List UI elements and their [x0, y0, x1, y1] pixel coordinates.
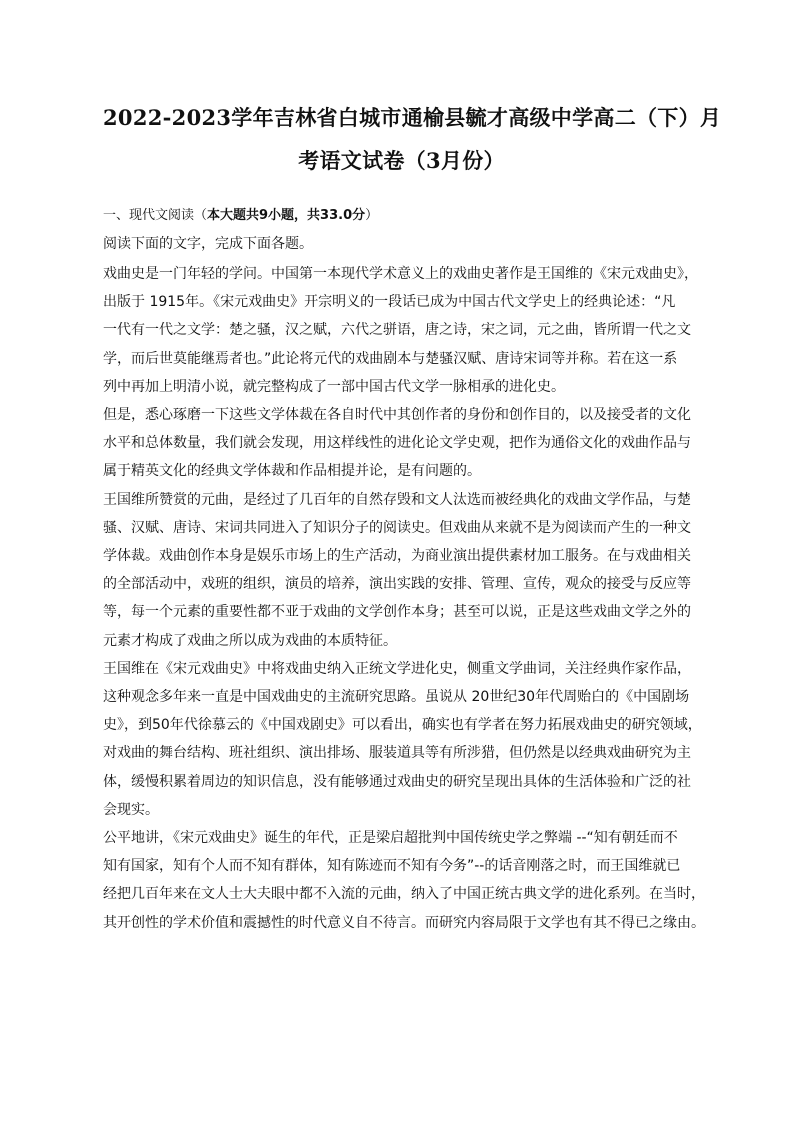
paragraph-line: 这种观念多年来一直是中国戏曲史的主流研究思路。虽说从 20世纪30年代周贻白的《中国剧场: [103, 689, 690, 706]
exam-title-line-2: 考语文试卷（3月份）: [298, 148, 505, 173]
paragraph-line: 出版于 1915年。《宋元戏曲史》开宗明义的一段话已成为中国古代文学史上的经典论述：“凡: [103, 294, 676, 311]
paragraph-line: 王国维在《宋元戏曲史》中将戏曲史纳入正统文学进化史，侧重文学曲词，关注经典作家作品，: [103, 660, 691, 677]
paragraph-line: 学，而后世莫能继焉者也。”此论将元代的戏曲剧本与楚骚汉赋、唐诗宋词等并称。若在这一系: [103, 350, 678, 367]
paragraph-line: 属于精英文化的经典文学体裁和作品相提并论，是有问题的。: [103, 463, 481, 480]
paragraph-line: 知有国家，知有个人而不知有群体，知有陈迹而不知有今务”--的话音刚落之时，而王国维就已: [103, 858, 681, 875]
section-heading: [103, 204, 700, 228]
passage-paragraph-4: [103, 655, 700, 824]
passage-paragraph-5: [103, 824, 705, 937]
paragraph-line: 骚、汉赋、唐诗、宋词共同进入了知识分子的阅读史。但戏曲从来就不是为阅读而产生的一种文: [103, 519, 691, 536]
paragraph-line: 其开创性的学术价值和震撼性的时代意义自不待言。而研究内容局限于文学也有其不得已之缘由。: [103, 914, 705, 931]
passage-paragraph-1: [103, 260, 700, 401]
paragraph-line: 体，缓慢积累着周边的知识信息，没有能够通过戏曲史的研究呈现出具体的生活体验和广泛的社: [103, 773, 691, 790]
paragraph-line: 会现实。: [103, 801, 159, 818]
paragraph-line: 学体裁。戏曲创作本身是娱乐市场上的生产活动，为商业演出提供素材加工服务。在与戏曲相关: [103, 548, 691, 565]
exam-title: [103, 96, 722, 182]
exam-title-line-1: 2022-2023学年吉林省白城市通榆县毓才高级中学高二（下）月: [103, 105, 722, 130]
paragraph-line: 史》，到50年代徐慕云的《中国戏剧史》可以看出，确实也有学者在努力拓展戏曲史的研究领域，: [103, 717, 702, 734]
paragraph-line: 但是，悉心琢磨一下这些文学体裁在各自时代中其创作者的身份和创作目的，以及接受者的文化: [103, 407, 691, 424]
paragraph-line: 的全部活动中，戏班的组织，演员的培养，演出实践的安排、管理、宣传，观众的接受与反应等: [103, 576, 691, 593]
paragraph-line: 一代有一代之文学：楚之骚，汉之赋，六代之骈语，唐之诗，宋之词，元之曲，皆所谓一代之文: [103, 322, 691, 339]
paragraph-line: 王国维所赞赏的元曲，是经过了几百年的自然存毁和文人汰选而被经典化的戏曲文学作品，与楚: [103, 491, 691, 508]
passage-paragraph-2: [103, 401, 700, 486]
paragraph-line: 元素才构成了戏曲之所以成为戏曲的本质特征。: [103, 632, 397, 649]
paragraph-line: 水平和总体数量，我们就会发现，用这样线性的进化论文学史观，把作为通俗文化的戏曲作品与: [103, 435, 691, 452]
paragraph-line: 戏曲史是一门年轻的学问。中国第一本现代学术意义上的戏曲史著作是王国维的《宋元戏曲史》，: [103, 266, 698, 282]
section-heading-detail: 本大题共9小题，共33.0分: [207, 208, 366, 223]
paragraph-line: 对戏曲的舞台结构、班社组织、演出排场、服装道具等有所涉猎，但仍然是以经典戏曲研究为主: [103, 745, 691, 762]
passage-paragraph-3: [103, 486, 700, 655]
paragraph-line: 列中再加上明清小说，就完整构成了一部中国古代文学一脉相承的进化史。: [103, 378, 565, 395]
section-heading-suffix: ）: [365, 208, 379, 223]
reading-passage: [103, 260, 705, 937]
reading-instruction: 阅读下面的文字，完成下面各题。: [103, 236, 313, 252]
paragraph-line: 经把几百年来在文人士大夫眼中都不入流的元曲，纳入了中国正统古典文学的进化系列。在当时，: [103, 886, 705, 903]
paragraph-line: 等，每一个元素的重要性都不亚于戏曲的文学创作本身；甚至可以说，正是这些戏曲文学之外的: [103, 604, 691, 621]
paragraph-line: 公平地讲，《宋元戏曲史》诞生的年代，正是梁启超批判中国传统史学之弊端 --“知有朝廷而不: [103, 830, 678, 847]
section-heading-prefix: 一、现代文阅读（: [103, 208, 208, 223]
